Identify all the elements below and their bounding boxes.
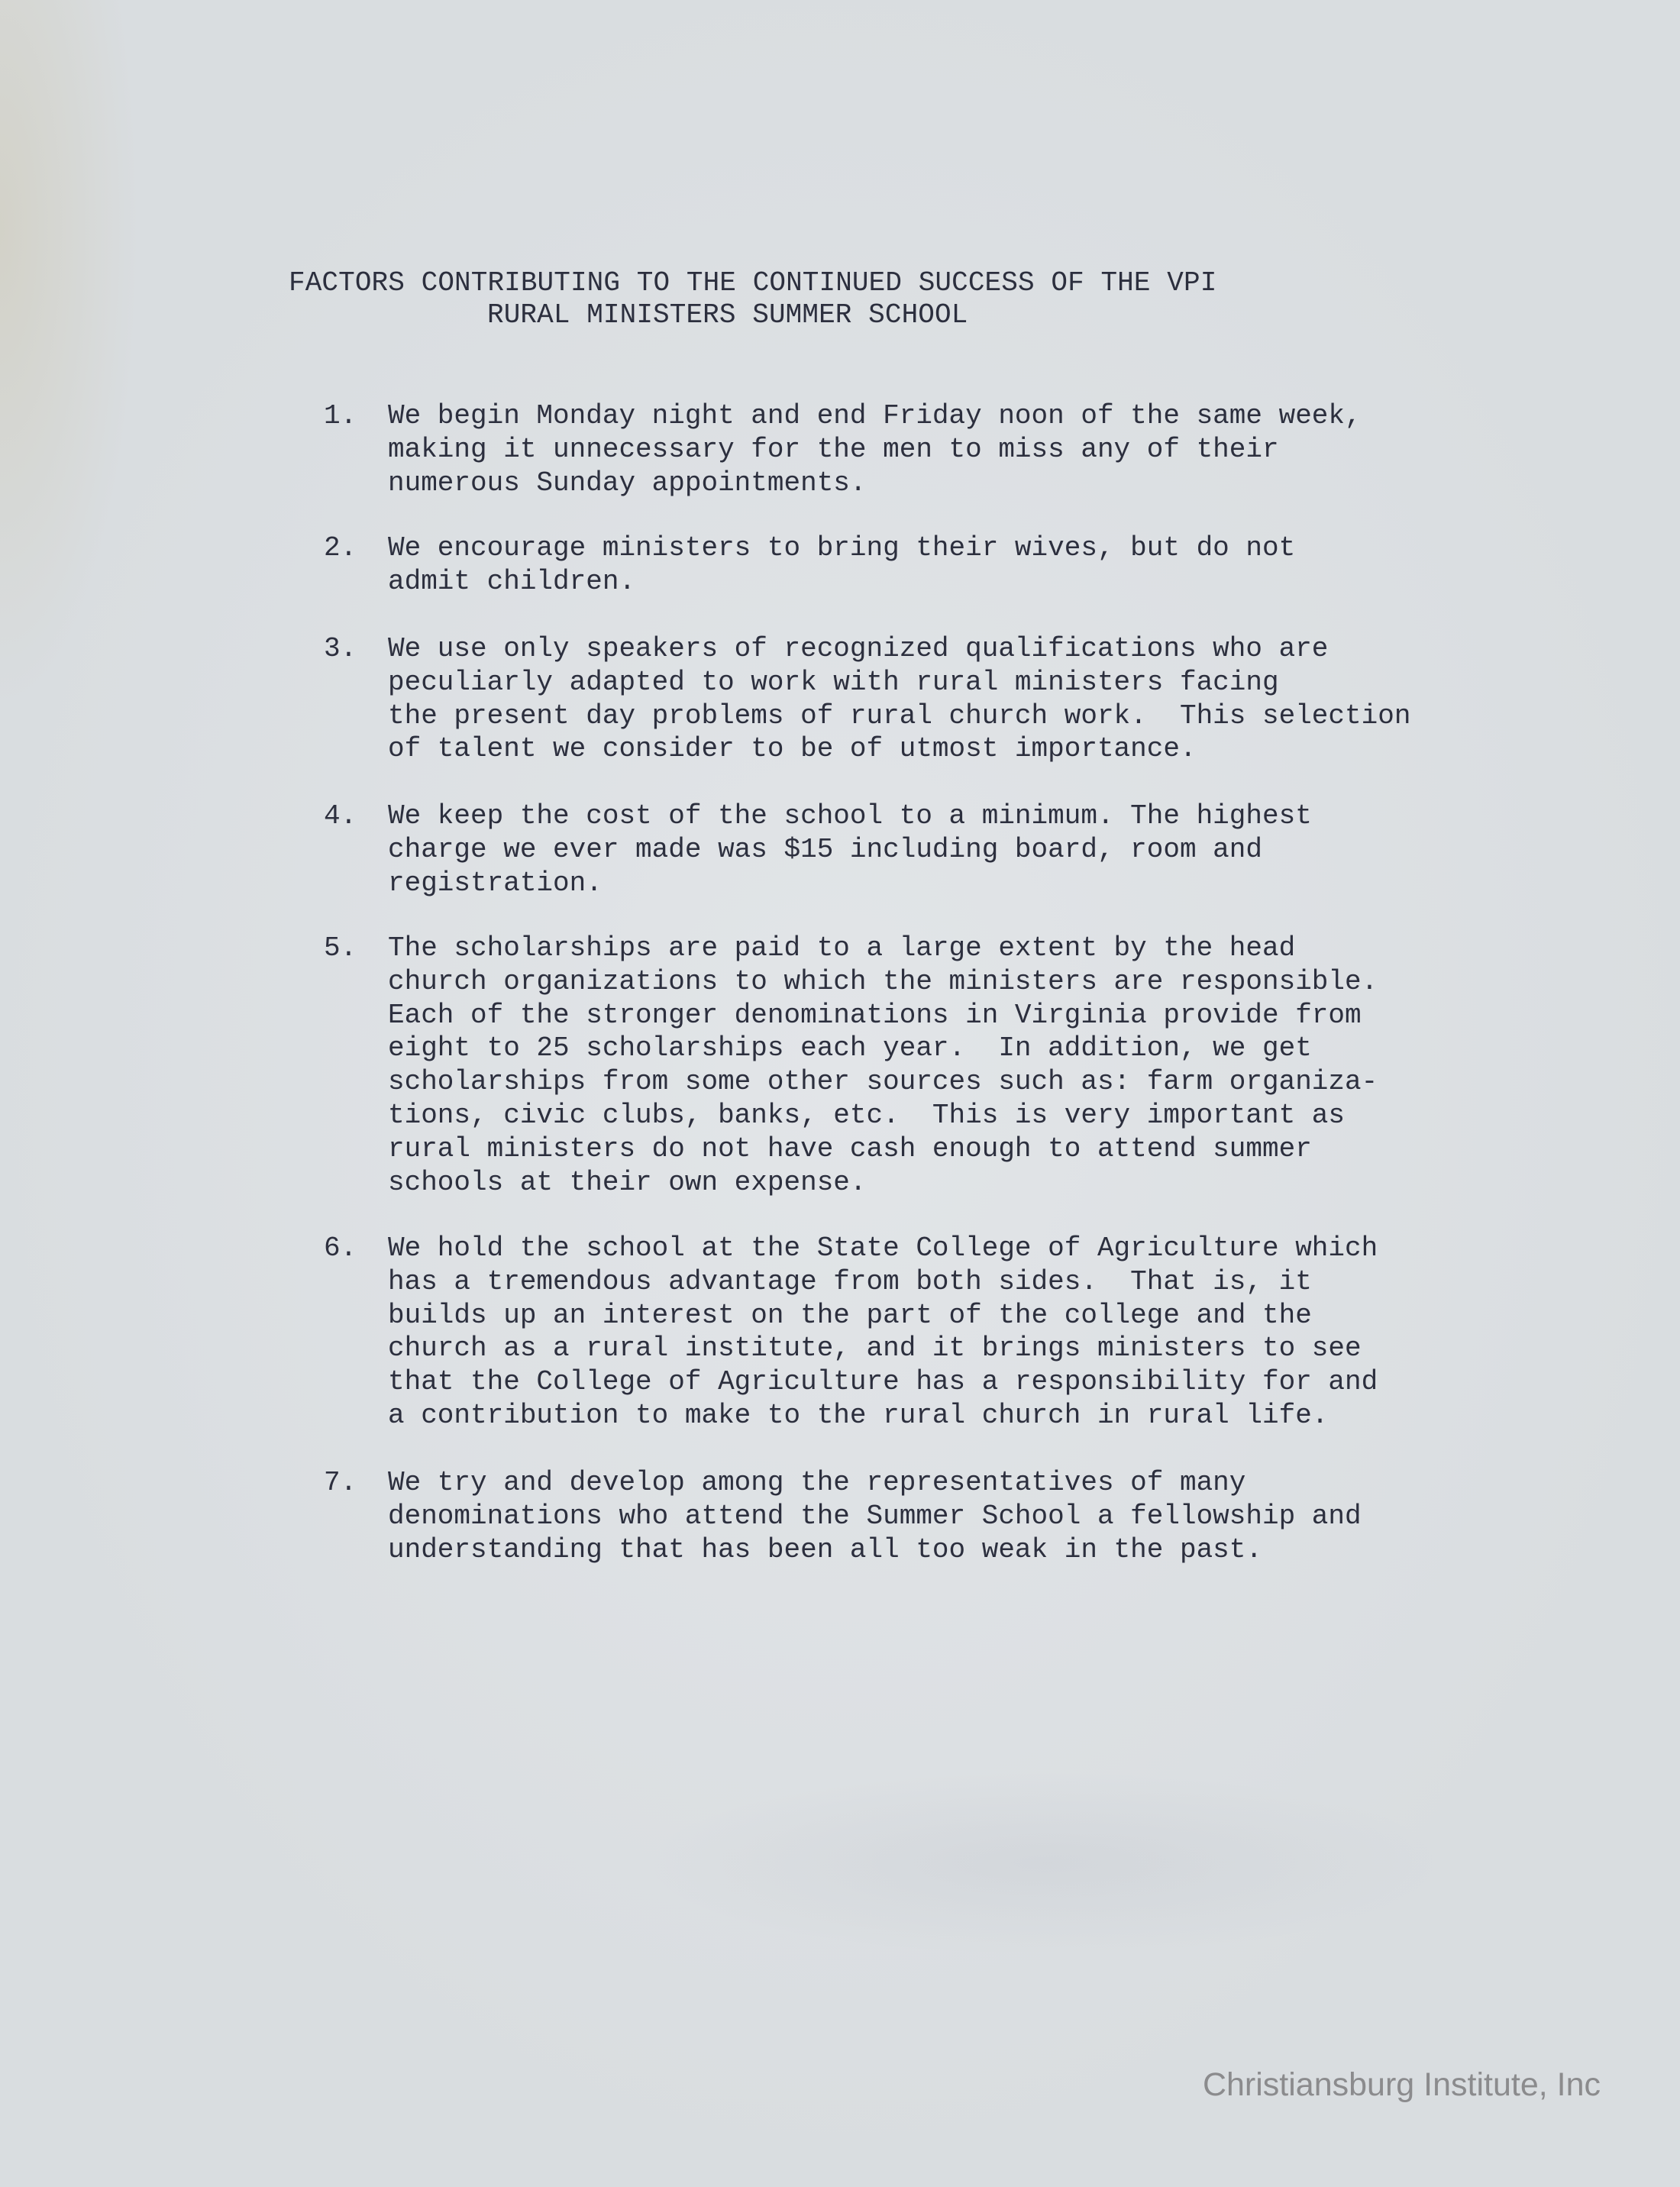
item-text	[388, 1232, 1378, 1433]
item-text-line: understanding that has been all too weak in the past.	[388, 1533, 1262, 1565]
item-number: 2.	[324, 532, 357, 564]
item-text-line: denominations who attend the Summer School a fellowship and	[388, 1500, 1362, 1532]
item-number: 6.	[324, 1232, 357, 1264]
item-text	[388, 632, 1410, 766]
item-text-line: church as a rural institute, and it brings ministers to see	[388, 1333, 1362, 1365]
item-text-line: numerous Sunday appointments.	[388, 467, 867, 499]
item-number: 7.	[324, 1467, 357, 1498]
document-title-line-2: RURAL MINISTERS SUMMER SCHOOL	[487, 299, 968, 331]
item-text-line: admit children.	[388, 565, 636, 597]
item-text-line: We use only speakers of recognized qualifications who are	[388, 633, 1329, 664]
item-text-line: church organizations to which the ministers are responsible.	[388, 965, 1378, 997]
watermark-credit: Christiansburg Institute, Inc	[1202, 2066, 1601, 2103]
item-text-line: builds up an interest on the part of the college and the	[388, 1299, 1312, 1331]
item-text-line: We encourage ministers to bring their wives, but do not	[388, 532, 1296, 564]
item-text-line: of talent we consider to be of utmost importance.	[388, 733, 1197, 765]
item-text-line: making it unnecessary for the men to miss any of their	[388, 433, 1279, 465]
document-title-line-1: FACTORS CONTRIBUTING TO THE CONTINUED SUCCESS OF THE VPI	[289, 267, 1217, 299]
item-text-line: We keep the cost of the school to a minimum. The highest	[388, 800, 1312, 832]
item-text-line: We begin Monday night and end Friday noon of the same week,	[388, 400, 1362, 431]
item-text	[388, 399, 1362, 499]
item-text-line: eight to 25 scholarships each year. In addition, we get	[388, 1032, 1312, 1064]
item-text-line: a contribution to make to the rural church in rural life.	[388, 1399, 1329, 1431]
item-text	[388, 932, 1378, 1199]
item-text-line: has a tremendous advantage from both sides. That is, it	[388, 1265, 1312, 1297]
item-text-line: schools at their own expense.	[388, 1166, 867, 1198]
item-text-line: tions, civic clubs, banks, etc. This is very important as	[388, 1099, 1346, 1131]
item-number: 1.	[324, 400, 357, 431]
item-text-line: that the College of Agriculture has a responsibility for and	[388, 1366, 1378, 1398]
item-text-line: the present day problems of rural church work. This selection	[388, 699, 1411, 732]
item-text	[388, 800, 1312, 900]
item-number: 4.	[324, 800, 357, 832]
item-text-line: Each of the stronger denominations in Virginia provide from	[388, 999, 1362, 1031]
item-number: 5.	[324, 932, 357, 964]
item-text-line: scholarships from some other sources such as: farm organiza-	[388, 1066, 1378, 1098]
item-text-line: rural ministers do not have cash enough to attend summer	[388, 1132, 1312, 1165]
item-text	[388, 1466, 1362, 1566]
item-text-line: We try and develop among the representatives of many	[388, 1467, 1246, 1498]
item-text-line: We hold the school at the State College of Agriculture which	[388, 1232, 1378, 1264]
item-text	[388, 531, 1295, 599]
item-text-line: charge we ever made was $15 including board, room and	[388, 833, 1262, 865]
item-text-line: The scholarships are paid to a large extent by the head	[388, 932, 1296, 964]
item-number: 3.	[324, 633, 357, 664]
item-text-line: peculiarly adapted to work with rural ministers facing	[388, 666, 1279, 698]
item-text-line: registration.	[388, 867, 603, 899]
